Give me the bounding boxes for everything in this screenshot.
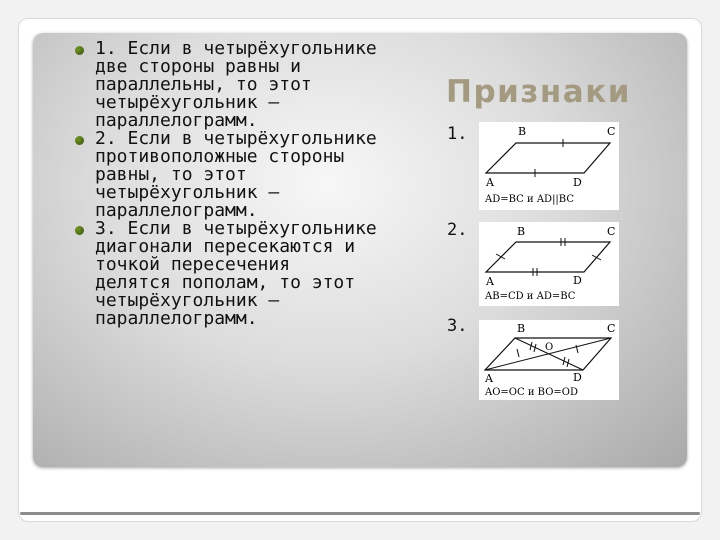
bullet-icon (75, 46, 84, 55)
text-line: точкой пересечения (95, 254, 291, 275)
parallelogram-shape (486, 242, 610, 272)
text-line: параллельны, то этот (95, 74, 312, 95)
bullet-icon (75, 226, 84, 235)
bullet-icon (75, 136, 84, 145)
parallelogram-drawing (479, 122, 619, 210)
criteria-list (73, 40, 423, 328)
center-label-o: O (545, 342, 554, 353)
figure-number: 2. (447, 220, 468, 240)
vertex-label-b: B (518, 125, 527, 138)
vertex-label-a: A (486, 275, 494, 288)
vertex-label-c: C (607, 125, 616, 138)
vertex-label-b: B (517, 225, 526, 238)
text-line: противоположные стороны (95, 146, 345, 167)
parallelogram-figure-1 (479, 122, 619, 210)
text-line: четырёхугольник – (95, 92, 280, 113)
slide-title: Признаки (446, 74, 631, 110)
list-item (73, 40, 423, 130)
parallelogram-figure-3 (479, 320, 619, 400)
figure-caption: AD=BC и AD||BC (485, 194, 574, 205)
vertex-label-d: D (573, 274, 582, 287)
list-item (73, 130, 423, 220)
list-item (73, 220, 423, 328)
vertex-label-c: C (607, 225, 616, 238)
text-line: две стороны равны и (95, 56, 301, 77)
vertex-label-d: D (573, 371, 582, 384)
text-line: параллелограмм. (95, 308, 258, 329)
vertex-label-a: A (485, 372, 493, 385)
vertex-label-a: A (486, 176, 494, 189)
equal-tick-mark (592, 255, 601, 260)
vertex-label-d: D (573, 176, 582, 189)
bottom-divider (20, 512, 700, 515)
text-line: четырёхугольник – (95, 182, 280, 203)
text-line: четырёхугольник – (95, 290, 280, 311)
figure-number: 3. (447, 316, 468, 336)
text-line: равны, то этот (95, 164, 247, 185)
parallelogram-drawing (479, 222, 619, 306)
vertex-label-c: C (607, 322, 616, 335)
parallelogram-drawing (479, 320, 619, 400)
parallelogram-shape (486, 143, 610, 173)
text-line: диагонали пересекаются и (95, 236, 356, 257)
text-line: делятся пополам, то этот (95, 272, 356, 293)
text-line: 2. Если в четырёхугольнике (95, 128, 377, 149)
text-line: 3. Если в четырёхугольнике (95, 218, 377, 239)
text-line: параллелограмм. (95, 200, 258, 221)
vertex-label-b: B (517, 322, 526, 335)
figure-caption: AB=CD и AD=BC (485, 291, 576, 302)
text-line: параллелограмм. (95, 110, 258, 131)
parallelogram-figure-2 (479, 222, 619, 306)
figure-number: 1. (447, 124, 468, 144)
text-line: 1. Если в четырёхугольнике (95, 38, 377, 59)
equal-tick-mark (517, 349, 519, 357)
figure-caption: AO=OC и BO=OD (485, 387, 578, 398)
